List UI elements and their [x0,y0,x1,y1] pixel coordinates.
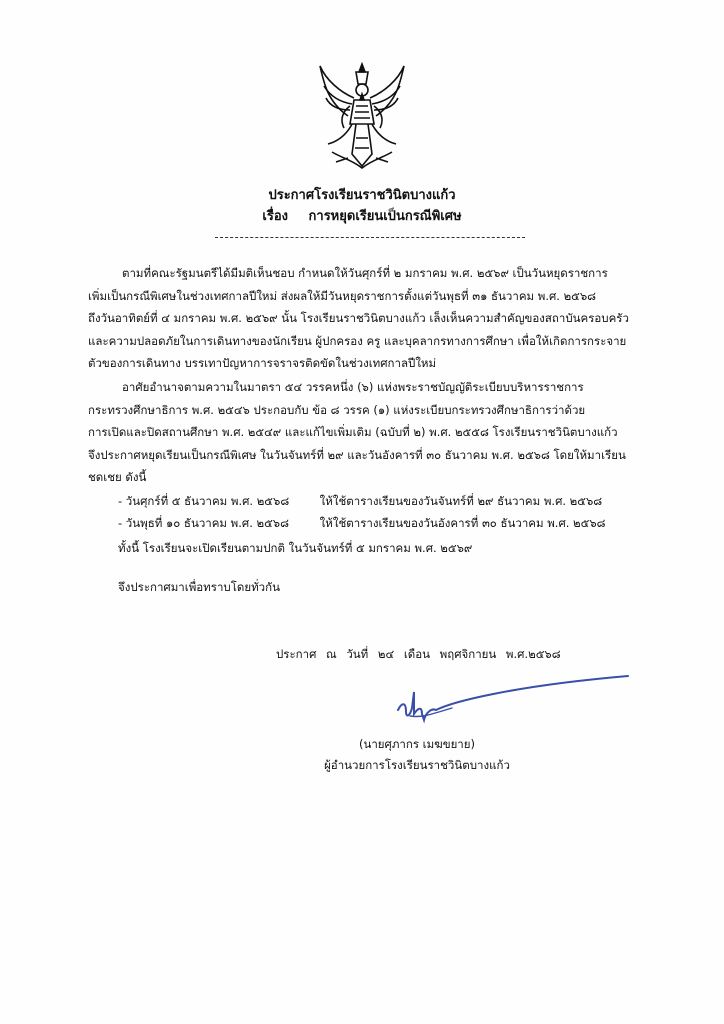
announce-date: ประกาศ ณ วันที่ ๒๔ เดือน พฤศจิกายน พ.ศ.๒๕๖๘ [276,647,561,661]
signer-title: ผู้อำนวยการโรงเรียนราชวินิตบางแก้ว [324,758,510,772]
schedule-item [118,512,606,534]
paragraph-1 [88,262,644,375]
title-divider [215,237,525,238]
paragraph-line: อาศัยอำนาจตามความในมาตรา ๕๔ วรรคหนึ่ง (๖) แห่งพระราชบัญญัติระเบียบบริหารราชการ [122,380,584,394]
paragraph-4: จึงประกาศมาเพื่อทราบโดยทั่วกัน [118,580,280,594]
subject-text: การหยุดเรียนเป็นกรณีพิเศษ [308,209,462,224]
paragraph-3: ทั้งนี้ โรงเรียนจะเปิดเรียนตามปกติ ในวันจันทร์ที่ ๕ มกราคม พ.ศ. ๒๕๖๙ [118,541,473,555]
signer-name: (นายศุภากร เมฆขยาย) [358,737,475,751]
paragraph-line: ตามที่คณะรัฐมนตรีได้มีมติเห็นชอบ กำหนดให้วันศุกร์ที่ ๒ มกราคม พ.ศ. ๒๕๖๙ เป็นวันหยุดราชการ [122,266,608,280]
subject-label: เรื่อง [262,209,288,224]
paragraph-line: ถึงวันอาทิตย์ที่ ๔ มกราคม พ.ศ. ๒๕๖๙ นั้น โรงเรียนราชวินิตบางแก้ว เล็งเห็นความสำคัญของสถาบันครอบครัว [88,311,629,326]
schedule-date: - วันศุกร์ที่ ๕ ธันวาคม พ.ศ. ๒๕๖๘ [118,494,290,508]
paragraph-line: เพิ่มเป็นกรณีพิเศษในช่วงเทศกาลปีใหม่ ส่งผลให้มีวันหยุดราชการตั้งแต่วันพุธที่ ๓๑ ธันวาคม พ.ศ. ๒๕๖๘ [88,288,597,303]
paragraph-line: ตัวของการเดินทาง บรรเทาปัญหาการจราจรติดขัดในช่วงเทศกาลปีใหม่ [88,356,437,371]
document-title: ประกาศโรงเรียนราชวินิตบางแก้ว [268,188,456,203]
garuda-emblem-icon [318,62,406,172]
schedule-item [118,490,602,512]
signature-image [392,672,632,732]
schedule-note: ให้ใช้ตารางเรียนของวันจันทร์ที่ ๒๙ ธันวาคม พ.ศ. ๒๕๖๘ [319,494,603,508]
schedule-date: - วันพุธที่ ๑๐ ธันวาคม พ.ศ. ๒๕๖๘ [118,516,289,530]
paragraph-line: จึงประกาศหยุดเรียนเป็นกรณีพิเศษ ในวันจันทร์ที่ ๒๙ และวันอังคารที่ ๓๐ ธันวาคม พ.ศ. ๒๕๖๘ โดยให้มาเรียน [88,447,626,462]
paragraph-line: กระทรวงศึกษาธิการ พ.ศ. ๒๕๔๖ ประกอบกับ ข้อ ๘ วรรค (๑) แห่งระเบียบกระทรวงศึกษาธิการว่าด้วย [88,402,586,417]
paragraph-line: และความปลอดภัยในการเดินทางของนักเรียน ผู้ปกครอง ครู และบุคลากรทางการศึกษา เพื่อให้เกิดการกระจาย [88,333,627,348]
paragraph-2 [88,376,644,489]
paragraph-line: การเปิดและปิดสถานศึกษา พ.ศ. ๒๕๔๙ และแก้ไขเพิ่มเติม (ฉบับที่ ๒) พ.ศ. ๒๕๕๘ โรงเรียนราชวินิตบางแก้ว [88,425,618,440]
document-subject [0,205,724,226]
schedule-note: ให้ใช้ตารางเรียนของวันอังคารที่ ๓๐ ธันวาคม พ.ศ. ๒๕๖๘ [319,516,606,530]
paragraph-line: ชดเชย ดังนี้ [88,470,147,485]
